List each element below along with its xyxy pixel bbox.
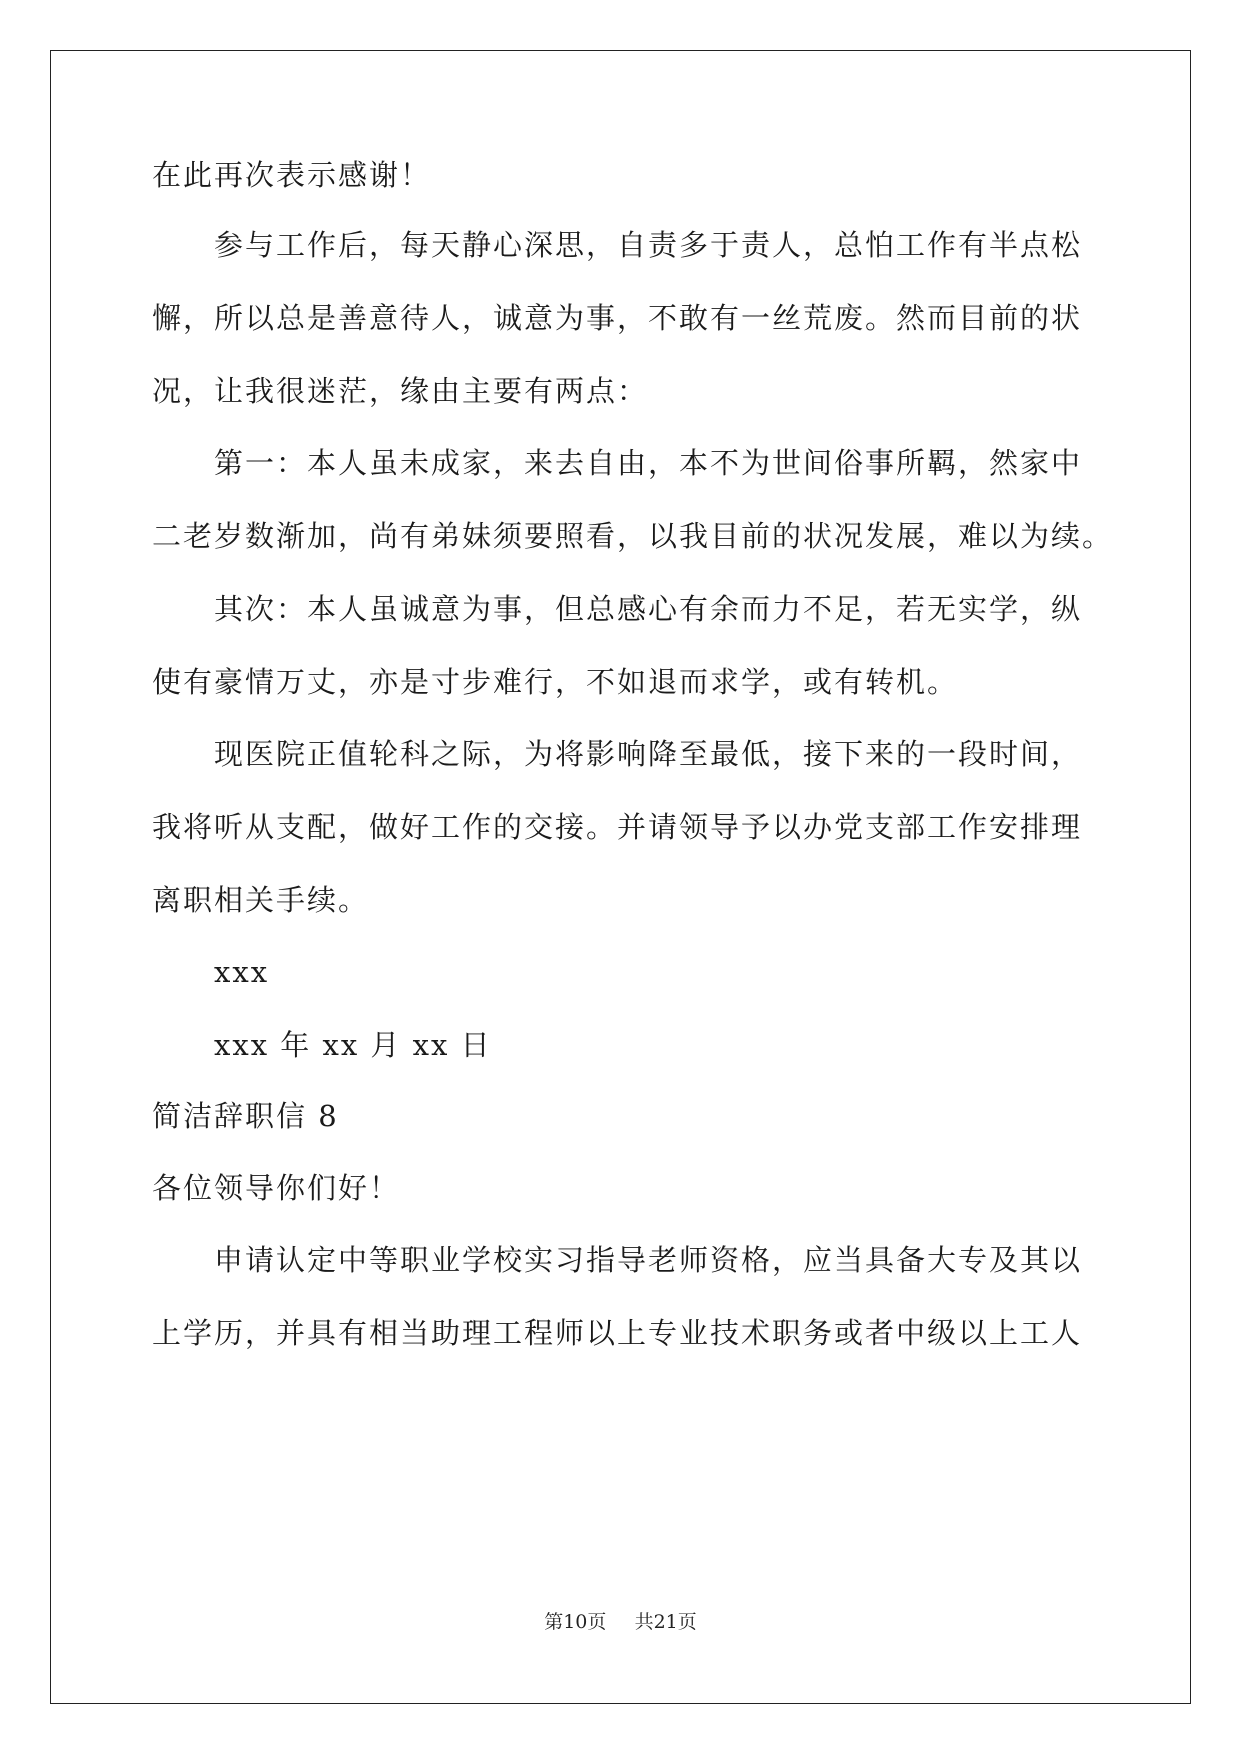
text-line: 现医院正值轮科之际，为将影响降至最低，接下来的一段时间， [214, 737, 1083, 771]
text-line: 上学历，并具有相当助理工程师以上专业技术职务或者中级以上工人 [152, 1316, 1083, 1350]
text-line: 申请认定中等职业学校实习指导老师资格，应当具备大专及其以 [214, 1243, 1083, 1277]
text-line: 二老岁数渐加，尚有弟妹须要照看，以我目前的状况发展，难以为续。 [152, 519, 1114, 553]
salutation: 各位领导你们好！ [152, 1171, 401, 1205]
text-line: 在此再次表示感谢！ [152, 158, 432, 192]
text-line: 使有豪情万丈，亦是寸步难行，不如退而求学，或有转机。 [152, 665, 959, 699]
page-number-total: 共21页 [634, 1611, 697, 1633]
page-footer [0, 1610, 1241, 1634]
text-line: 懈，所以总是善意待人，诚意为事，不敢有一丝荒废。然而目前的状 [152, 301, 1083, 335]
text-line: 况，让我很迷茫，缘由主要有两点： [152, 374, 649, 408]
text-line: 我将听从支配，做好工作的交接。并请领导予以办党支部工作安排理 [152, 810, 1083, 844]
section-heading: 简洁辞职信 8 [152, 1099, 339, 1133]
text-line: 参与工作后，每天静心深思，自责多于责人，总怕工作有半点松 [214, 228, 1083, 262]
page-number-current: 第10页 [544, 1611, 607, 1633]
text-line: 离职相关手续。 [152, 883, 370, 917]
text-line: 第一：本人虽未成家，来去自由，本不为世间俗事所羁，然家中 [214, 446, 1083, 480]
signature-date: xxx 年 xx 月 xx 日 [214, 1028, 492, 1062]
signature-name: xxx [214, 955, 270, 989]
text-line: 其次：本人虽诚意为事，但总感心有余而力不足，若无实学，纵 [214, 592, 1083, 626]
